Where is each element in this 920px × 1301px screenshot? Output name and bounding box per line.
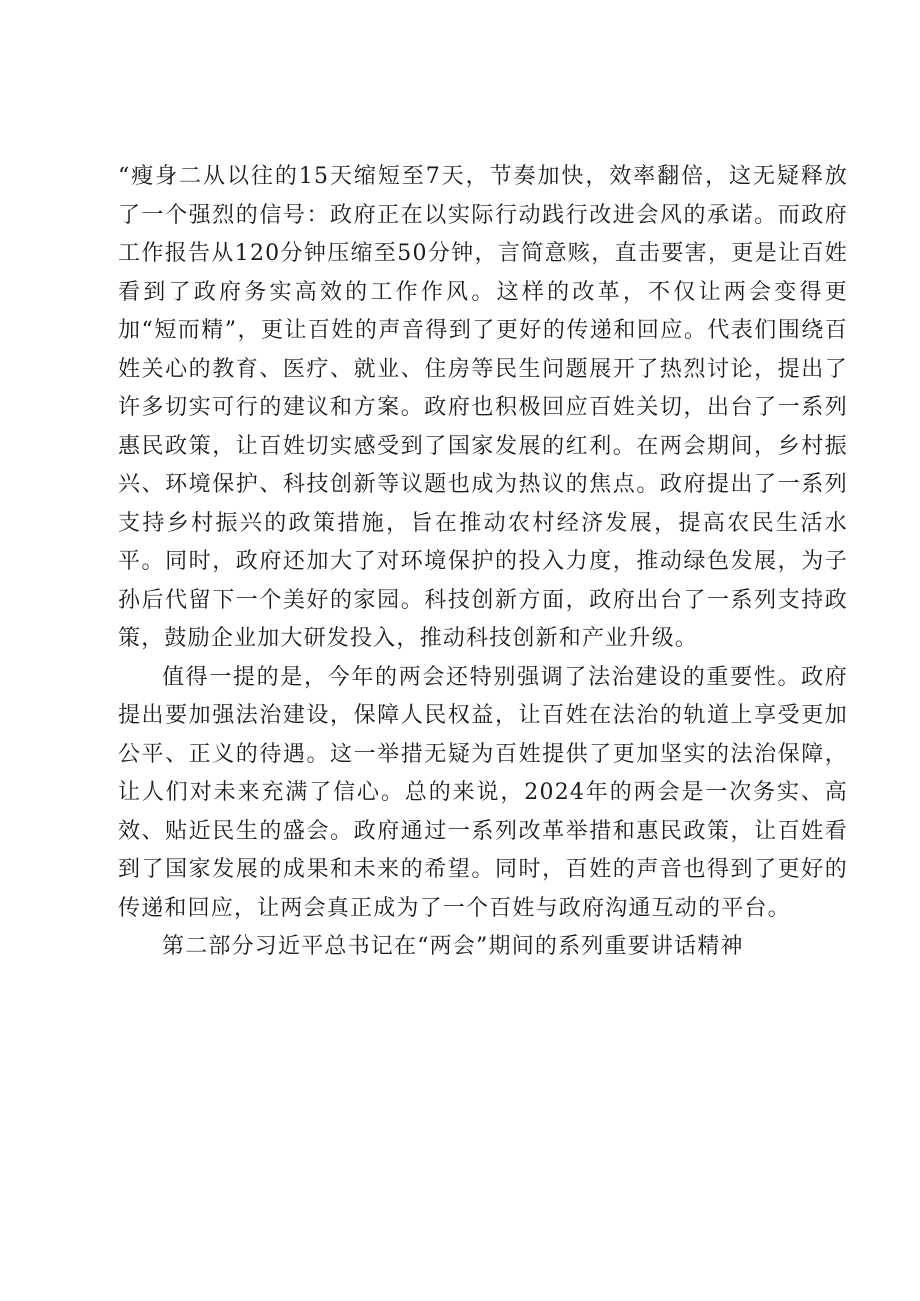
section-heading: 第二部分习近平总书记在“两会”期间的系列重要讲话精神 [162,934,744,959]
paragraph-2: 值得一提的是，今年的两会还特别强调了法治建设的重要性。政府提出要加强法治建设，保障人民权益，让百姓在法治的轨道上享受更加公平、正义的待遇。这一举措无疑为百姓提供了更加坚实的法治保障，让人们对未来充满了信心。总的来说，2024年的两会是一次务实、高效、贴近民生的盛会。政府通过一系列改革举措和惠民政策，让百姓看到了国家发展的成果和未来的希望。同时，百姓的声音也得到了更好的传递和回应，让两会真正成为了一个百姓与政府沟通互动的平台。 [118,664,848,921]
paragraph-1: “瘦身二从以往的15天缩短至7天，节奏加快，效率翻倍，这无疑释放了一个强烈的信号：政府正在以实际行动践行改进会风的承诺。而政府工作报告从120分钟压缩至50分钟，言简意赅，直击要害，更是让百姓看到了政府务实高效的工作作风。这样的改革，不仅让两会变得更加“短而精”，更让百姓的声音得到了更好的传递和回应。代表们围绕百姓关心的教育、医疗、就业、住房等民生问题展开了热烈讨论，提出了许多切实可行的建议和方案。政府也积极回应百姓关切，出台了一系列惠民政策，让百姓切实感受到了国家发展的红利。在两会期间，乡村振兴、环境保护、科技创新等议题也成为热议的焦点。政府提出了一系列支持乡村振兴的政策措施，旨在推动农村经济发展，提高农民生活水平。同时，政府还加大了对环境保护的投入力度，推动绿色发展，为子孙后代留下一个美好的家园。科技创新方面，政府出台了一系列支持政策，鼓励企业加大研发投入，推动科技创新和产业升级。 [118,164,848,651]
document-body [118,158,848,967]
